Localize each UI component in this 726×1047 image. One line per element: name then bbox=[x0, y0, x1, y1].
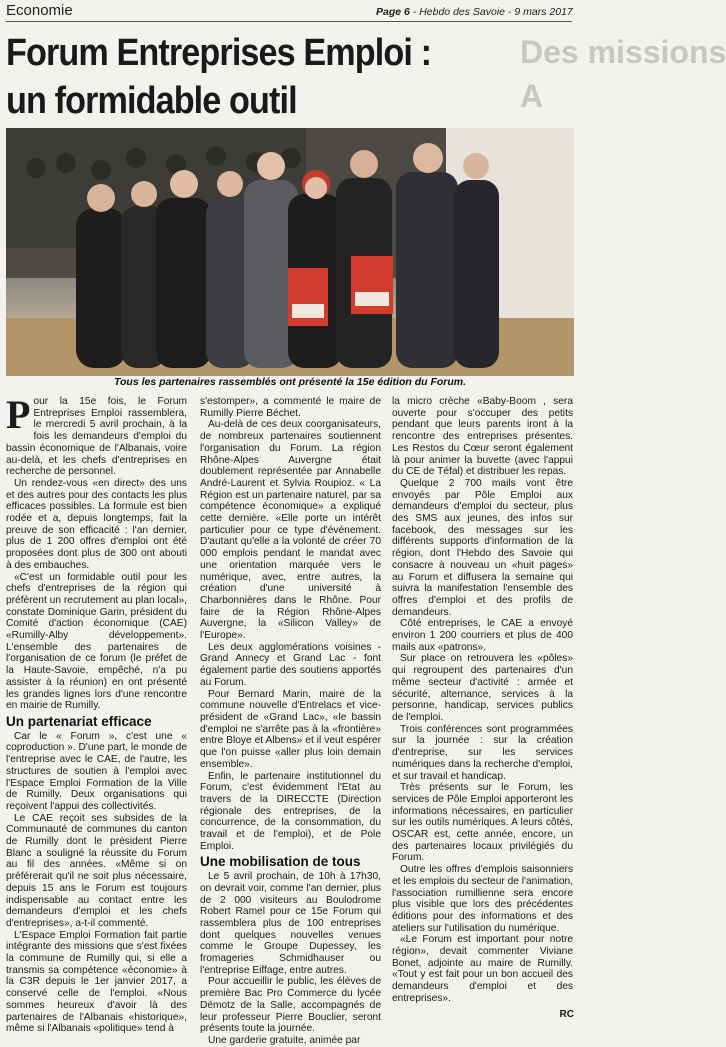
paragraph: «Le Forum est important pour notre région», devait commenter Viviane Bonet, adjointe au maire de Rumilly. «Tout y est fait pour un bon accueil des demandeurs d'emploi et des entreprises». bbox=[392, 934, 573, 1004]
headline-line-1: Forum Entreprises Emploi : bbox=[6, 32, 432, 74]
paragraph: Un rendez-vous «en direct» des uns et des autres pour des contacts les plus efficaces possibles. La formule est bien rodée et a, depuis longtemps, fait la preuve de son efficacité : l'an dernier, plus de 1 200 offres d'emploi ont été proposées dont plus de 300 ont abouti à des embauches. bbox=[6, 477, 187, 571]
paragraph: L'Espace Emploi Formation fait partie intégrante des missions que s'est fixées la commune de Rumilly qui, si elle a transmis sa compétence «économie» à la C3R depuis le 1er janvier 2017, a conservé celle de l'emploi. «Nous sommes heureux d'avoir là des partenaires de l'Albanais «historique», même si l'Albanais «politique» tend à bbox=[6, 929, 187, 1035]
header-rule bbox=[6, 21, 572, 22]
paragraph: Très présents sur le Forum, les services de Pôle Emploi apporteront les informations nécessaires, en particulier sur les outils numériques. A leurs côtés, OSCAR est, cette année, encore, un des partenaires locaux privilégiés du Forum. bbox=[392, 782, 573, 864]
paragraph: la micro crèche «Baby-Boom , sera ouverte pour s'occuper des petits pendant que leurs parents iront à la rencontre des entreprises présentes. Les Restos du Cœur seront également là pour animer la buvette (avec l'appui du CE de Téfal) et distribuer les repas. bbox=[392, 396, 573, 478]
paragraph: «C'est un formidable outil pour les chefs d'entreprises de la région qui préfèrent un recrutement au plan local», constate Dominique Garin, président du Comité d'action économique (CAE) «Rumilly-Alby développement». L'ensemble des partenaires de l'organisation de ce forum (le préfet de la Haute-Savoie, empêché, n'a pu assister à la réunion) en ont présenté les grandes lignes lors d'une rencontre en mairie de Rumilly. bbox=[6, 571, 187, 712]
page-number: Page 6 bbox=[376, 6, 410, 18]
paragraph: Enfin, le partenaire institutionnel du Forum, c'est évidemment l'Etat au travers de la DIRECCTE (Direction régionale des entreprises, de la concurrence, de la consommation, du travail et de l'emploi), et de Pole Emploi. bbox=[200, 770, 381, 852]
article-column-2 bbox=[200, 396, 381, 1047]
paragraph: Car le « Forum », c'est une « coproduction ». D'une part, le monde de l'entreprise avec le CAE, de l'autre, les structures de soutien à l'emploi avec l'Espace Emploi Formation de la Ville de Rumilly. Deux organisations qui reçoivent l'appui des collectivités. bbox=[6, 730, 187, 812]
section-label: Economie bbox=[6, 2, 73, 19]
paragraph: Quelque 2 700 mails vont être envoyés par Pôle Emploi aux demandeurs d'emploi du secteur, plus des SMS aux jeunes, des infos sur facebook, des messages sur les différents supports d'information de la région, dont l'Hebdo des Savoie qui consacre à nouveau un «huit pages» au Forum et diffusera la semaine qui suivra la manifestation l'ensemble des offres d'emploi et des profils de demandeurs. bbox=[392, 477, 573, 618]
paragraph: s'estomper», a commenté le maire de Rumilly Pierre Béchet. bbox=[200, 396, 381, 419]
paragraph: Une garderie gratuite, animée par bbox=[208, 1034, 361, 1046]
subheading: Un partenariat efficace bbox=[6, 713, 152, 729]
publication-date: 9 mars 2017 bbox=[514, 6, 573, 18]
publication-name: Hebdo des Savoie bbox=[419, 6, 506, 18]
group-photo bbox=[6, 128, 574, 376]
paragraph: Pour accueillir le public, les élèves de première Bac Pro Commerce du lycée Démotz de la Salle, accompagnés de leur professeur Pierre Bouclier, seront présents toute la journée. bbox=[200, 976, 381, 1035]
paragraph: Côté entreprises, le CAE a envoyé environ 1 200 courriers et plus de 400 mails aux «patrons». bbox=[392, 618, 573, 653]
paragraph: Le 5 avril prochain, de 10h à 17h30, on devrait voir, comme l'an dernier, plus de 2 000 visiteurs au Boulodrome Robert Ramel pour ce 15e Forum qui rassemblera plus de 100 entreprises dont quelques nouvelles venues comme le Groupe Dupessey, les fromageries Schmidhauser ou l'entreprise Eiffage, entre autres. bbox=[200, 871, 381, 976]
article-column-1 bbox=[6, 392, 187, 1035]
adjacent-fragment-line-1: Des missions bbox=[520, 34, 726, 70]
paragraph: Le CAE reçoit ses subsides de la Communauté de communes du canton de Rumilly dont le président Pierre Blanc a souligné la réussite du Forum au fil des années. «Même si on préférerait qu'il ne soit plus nécessaire, depuis 15 ans le Forum est toujours indispensable au contact entre les demandeurs d'emploi et les chefs d'entreprises», a-t-il commenté. bbox=[6, 812, 187, 929]
paragraph: Sur place on retrouvera les «pôles» qui regroupent des partenaires d'un même secteur d'activité : armée et sécurité, alternance, services à la personne, handicap, services publics de l'emploi. bbox=[392, 653, 573, 723]
adjacent-fragment-line-2: A bbox=[520, 78, 544, 114]
paragraph: our la 15e fois, le Forum Entreprises Emploi rassemblera, le mercredi 5 avril prochain, à la fois les demandeurs d'emploi du bassin économique de l'Albanais, voire au-delà, et les chefs d'entreprises en recherche de personnel. bbox=[6, 396, 187, 478]
drop-cap: P bbox=[6, 392, 31, 437]
paragraph: Outre les offres d'emplois saisonniers et les emplois du secteur de l'animation, l'association rumillienne sera encore plus visible que lors des précédentes éditions pour des informations et des ateliers sur l'utilisation du numérique. bbox=[392, 864, 573, 934]
paragraph: Trois conférences sont programmées sur la journée : sur la création d'entreprise, sur les services numériques dans la recherche d'emploi, et sur travail et handicap. bbox=[392, 723, 573, 782]
adjacent-article-fragment bbox=[520, 30, 726, 118]
page-info: Page 6 - Hebdo des Savoie - 9 mars 2017 bbox=[376, 6, 573, 18]
author-signature: RC bbox=[559, 1009, 574, 1020]
paragraph: Pour Bernard Marin, maire de la commune nouvelle d'Entrelacs et vice-président de «Grand Lac», «le bassin d'emploi ne s'arrête pas à la «frontière» entre Bloye et Albens» et il veut espérer que l'on puisse «aller plus loin demain ensemble». bbox=[200, 688, 381, 770]
paragraph: Les deux agglomérations voisines - Grand Annecy et Grand Lac - font également partie des soutiens apportés au Forum. bbox=[200, 641, 381, 688]
photo-caption: Tous les partenaires rassemblés ont présenté la 15e édition du Forum. bbox=[113, 376, 467, 388]
subheading: Une mobilisation de tous bbox=[200, 854, 361, 870]
paragraph: Au-delà de ces deux coorganisateurs, de nombreux partenaires soutiennent l'organisation du Forum. La région Rhône-Alpes Auvergne était doublement représentée par Annabelle André-Laurent et Sylvia Roupioz. « La Région est un partenaire naturel, par sa compétence économique» a expliqué cette dernière. «Elle porte un intérêt particulier pour ce type d'événement. D'autant qu'elle a la volonté de créer 70 000 emplois pendant le mandat avec une orientation marquée vers le numérique, avec, entre autres, la création d'une université à Charbonnières dans le Rhône. Pour faire de la Région Rhône-Alpes Auvergne, la «Silicon Valley» de l'Europe». bbox=[200, 419, 381, 642]
group-photo-illustration bbox=[6, 128, 574, 376]
article-column-3 bbox=[392, 396, 573, 1005]
headline-line-2: un formidable outil bbox=[6, 80, 297, 122]
